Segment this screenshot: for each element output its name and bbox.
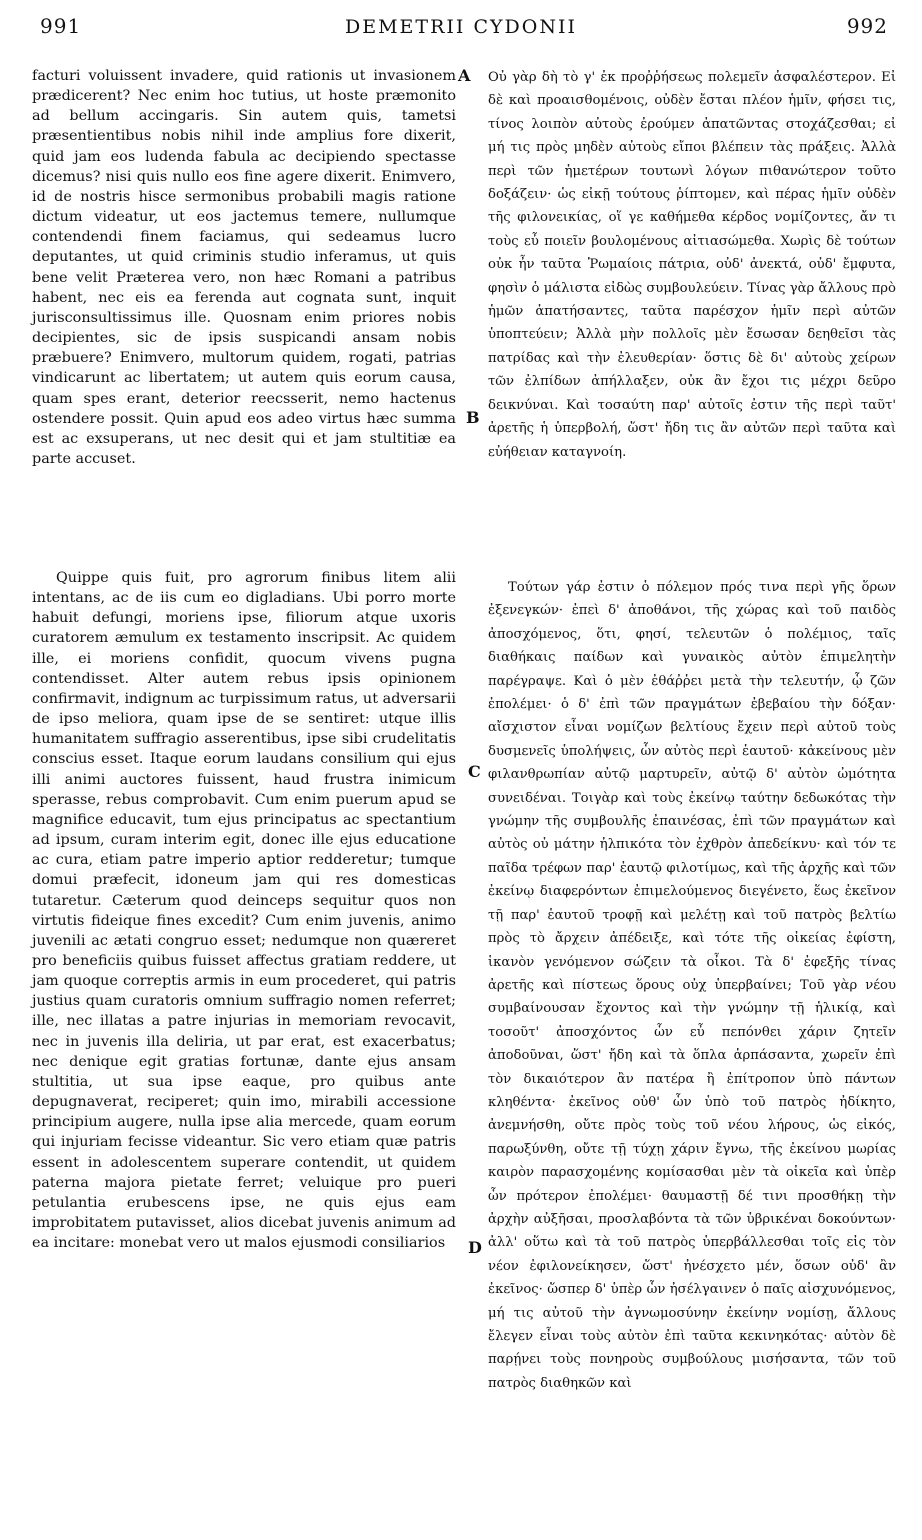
- margin-marker-b: B: [466, 408, 480, 427]
- greek-paragraph-2: Τούτων γάρ ἐστιν ὁ πόλεμον πρός τινα περὶ γῆς ὅρων ἐξενεγκών· ἐπεὶ δ' ἀποθάνοι, τῆς χώρας καὶ τοῦ παιδὸς ἀποσχόμενος, ὅτι, φησί, τελευτῶν ὁ πολέμιος, ταῖς διαθήκαις παίδων καὶ γυναικὸς αὐτὸν ἐπιμελητὴν παρέγραψε. Καὶ ὁ μὲν ἐθάῤῥει μετὰ τὴν τελευτήν, ᾧ ζῶν ἐπολέμει· ὁ δ' ἐπὶ τῶν πραγμάτων ἐβεβαίου τὴν δόξαν· αἴσχιστον εἶναι νομίζων βελτίους ἔχειν περὶ αὐτοῦ τοὺς δυσμενεῖς ὑπολήψεις, ὧν αὐτὸς περὶ ἑαυτοῦ· κἀκείνους μὲν φιλανθρωπίαν αὐτῷ μαρτυρεῖν, αὐτῷ δ' αὐτὸν ὠμότητα συνειδέναι. Τοιγὰρ καὶ τοὺς ἐκείνῳ ταύτην δεδωκότας τὴν γνώμην τῆς συμβουλῆς ἐπαινέσας, ἐπὶ τῶν πραγμάτων καὶ αὐτὸς οὐ μάτην ἠλπικότα τὸν ἐχθρὸν ἀπεδείκνυ· καὶ τόν τε παῖδα τρέφων παρ' ἑαυτῷ φιλοτίμως, καὶ τῆς ἀρχῆς καὶ τῶν ἐκείνῳ διαφερόντων ἐπιμελούμενος διεγένετο, ἕως ἐκεῖνον τῇ παρ' ἑαυτοῦ τροφῇ καὶ μελέτῃ καὶ τοῦ πατρὸς βελτίω πρὸς τὸ ἄρχειν ἀπέδειξε, καὶ τότε τῆς οἰκείας ἐφίστη, ἱκανὸν γενόμενον σώζειν τὰ οἶκοι. Τὰ δ' ἐφεξῆς τίνας ἀρετῆς καὶ πίστεως ὅρους οὐχ ὑπερβαίνει; Τοῦ γὰρ νέου συμβαίνουσαν ἔχοντος καὶ τὴν γνώμην τῇ ἡλικίᾳ, καὶ τοσοῦτ' ἀποσχόντος ὧν εὖ πεπόνθει χάριν ζητεῖν ἀποδοῦναι, ὥστ' ἤδη καὶ τὰ ὅπλα ἁρπάσαντα, χωρεῖν ἐπὶ τὸν δικαιότερον ἂν πατέρα ἢ ἐπίτροπον ὑπὸ πάντων κληθέντα· ἐκεῖνος οὐθ' ὧν ὑπὸ τοῦ πατρὸς ἠδίκητο, ἀνεμνήσθη, οὔτε πρὸς τοὺς τοῦ νέου λήρους, ὡς εἰκός, παρωξύνθη, οὔτε τῇ τύχῃ χάριν ἔγνω, τῆς ἐκείνου μωρίας καιρὸν παρασχομένης κομίσασθαι μὲν τὰ οἰκεῖα καὶ ὑπὲρ ὧν πρότερον ἐπολέμει· θαυμαστῇ δέ τινι προσθήκῃ τὴν ἀρχὴν αὐξῆσαι, προσλαβόντα τὰ τῶν ὑβρικέναι δοκούντων· ἀλλ' οὕτω καὶ τὰ τοῦ πατρὸς ὑπερβάλλεσθαι τοῖς εἰς τὸν νέον ἐφιλονείκησεν, ὥστ' ἠνέσχετο μέν, ὅσων οὐδ' ἂν ἐκεῖνος· ὥσπερ δ' ὑπὲρ ὧν ἠσέλγαινεν ὁ παῖς αἰσχυνόμενος, μή τις αὐτοῦ τὴν ἀγνωμοσύνην ἐκείνην νομίσῃ, ἄλλους ἔλεγεν εἶναι τοὺς αὐτὸν ἐπὶ ταῦτα κεκινηκότας· αὐτὸν δὲ παρῄνει τοὺς πονηροὺς συμβούλους μισήσαντα, τῶν τοῦ πατρὸς διαθηκῶν καὶ: [488, 580, 896, 1391]
- margin-marker-c: C: [468, 762, 481, 781]
- margin-marker-a: A: [458, 66, 471, 85]
- greek-column: [488, 66, 896, 464]
- latin-column-part-2: [32, 568, 456, 1253]
- greek-column-part-2: [488, 576, 896, 1395]
- latin-paragraph-1: facturi voluissent invadere, quid rationis ut invasionem prædicerent? Nec enim hoc tutius, ut hoste præmonito ad bellum accingaris. Sin autem quis, tametsi præsentientibus nobis nihil inde amplius fore dixerit, quid jam eos ludenda fabula ac decipiendo spectasse dicemus? nisi quis nullo eos fine agere dixerit. Enimvero, id de nostris hisce sermonibus probabili magis ratione dictum videatur, ut eos jactemus temere, nullumque contendendi finem faciamus, qui sedeamus lucro deputantes, ut quid criminis studio inferamus, ut quis bene velit Præterea vero, non hæc Romani a patribus habent, nec eis ea ferenda aut cognata sunt, inquit jurisconsultissimus ille. Quosnam enim priores nobis decipientes, sic de ipsis suspicandi ansam nobis præbuere? Enimvero, multorum quidem, rogati, patrias vindicarunt ac libertatem; ut autem quis eorum causa, quam spes erant, deterior reecsserit, nemo hactenus ostendere possit. Quin apud eos adeo virtus hæc summa est ac exsuperans, ut nec desit qui et jam stultitiæ ea parte accuset.: [32, 68, 456, 467]
- latin-paragraph-2: Quippe quis fuit, pro agrorum finibus litem alii intentans, ac de iis cum eo digladians. Ubi porro morte habuit defungi, moriens ipse, filiorum atque uxoris curatorem æmulum ex testamento inscripsit. Ac quidem ille, ei moriens confidit, quocum vivens pugna contendisset. Alter autem rebus ipsis opinionem confirmavit, indignum ac turpissimum ratus, ut adversarii de ipso meliora, quam ipse de se sentiret: utque illis humanitatem suffragio asserentibus, ipse sibi crudelitatis conscius esset. Itaque eorum laudans consilium qui ejus illi animi auctores fuissent, haud frustra inimicum sperasse, rebus comprobavit. Cum enim puerum apud se magnifice educavit, tum ejus principatus ac spectantium ad ipsum, curam interim egit, donec ille ejus educatione ac cura, etiam patre imperio aptior redderetur; tumque domui præfecit, idoneum jam qui res domesticas tutaretur. Cæterum quod deinceps sequitur quos non virtutis fideique fines excedit? Cum enim juvenis, animo juvenili ac ætati congruo esset; nedumque non quæreret pro beneficiis quibus fuisset affectus gratiam reddere, ut jam quoque correptis armis in eum procederet, qui patris justius quam curatoris omnium suffragio nomen referret; ille, nec illatas a patre injurias in memoriam revocavit, nec in juvenis illa deliria, ut par erat, est exacerbatus; nec denique egit gratias fortunæ, dante ejus ansam stultitia, ut sua ipse eaque, pro quibus ante depugnaverat, reciperet; quin imo, mirabili accessione principium augere, nulla ipse alia mercede, quam eorum qui injuriam fecisse videantur. Sic vero etiam quæ patris essent in adolescentem superare contendit, ut quidem paterna majora pietate ferret; veluique pro pueri petulantia erubescens ipse, ne quis ejus eam improbitatem putavisset, alios dicebat juvenis animum ad ea incitare: monebat vero ut malos ejusmodi consiliarios: [32, 570, 456, 1252]
- greek-paragraph-1: Οὐ γὰρ δὴ τὸ γ' ἐκ προῤῥήσεως πολεμεῖν ἀσφαλέστερον. Εἰ δὲ καὶ προαισθομένοις, οὐδὲν ἔσται πλέον ἡμῖν, φήσει τις, τίνος λοιπὸν αὐτοὺς ἐρούμεν ἀπατῶντας στοχάζεσθαι; εἰ μή τις πρὸς μηδὲν αὐτοὺς εἴποι βλέπειν τὰς πράξεις. Ἀλλὰ περὶ τῶν ἡμετέρων τουτωνὶ λόγων πιθανώτερον τοῦτο δοξάζειν· ὡς εἰκῇ τούτους ῥίπτομεν, καὶ πέρας ἡμῖν οὐδὲν τῆς φιλονεικίας, οἵ γε καθήμεθα κέρδος νομίζοντες, ἄν τι τοὺς εὖ ποιεῖν βουλομένους αἰτιασώμεθα. Χωρὶς δὲ τούτων οὐκ ἦν ταῦτα Ῥωμαίοις πάτρια, οὐδ' ἀνεκτά, οὐδ' ἔμφυτα, φησὶν ὁ μάλιστα εἰδὼς συμβουλεύειν. Τίνας γὰρ ἄλλους πρὸ ἡμῶν ἀπατήσαντες, ταῦτα παρέσχον ἡμῖν περὶ αὐτῶν ὑποπτεύειν; Ἀλλὰ μὴν πολλοῖς μὲν ἔσωσαν δεηθεῖσι τὰς πατρίδας καὶ τὴν ἐλευθερίαν· ὅστις δὲ δι' αὐτοὺς χείρων τῶν ἐλπίδων ἀπήλλαξεν, οὐκ ἂν ἔχοι τις μέχρι δεῦρο δεικνύναι. Καὶ τοσαύτη παρ' αὐτοῖς ἐστιν τῆς περὶ ταῦτ' ἀρετῆς ἡ ὑπερβολή, ὥστ' ἤδη τις ἂν αὐτῶν περὶ ταῦτα καὶ εὐήθειαν καταγνοίη.: [488, 70, 896, 460]
- page-number-right: 992: [846, 14, 888, 38]
- margin-marker-d: D: [468, 1238, 482, 1257]
- running-title: DEMETRII CYDONII: [345, 16, 577, 38]
- page-number-left: 991: [40, 14, 82, 38]
- latin-column: [32, 66, 456, 469]
